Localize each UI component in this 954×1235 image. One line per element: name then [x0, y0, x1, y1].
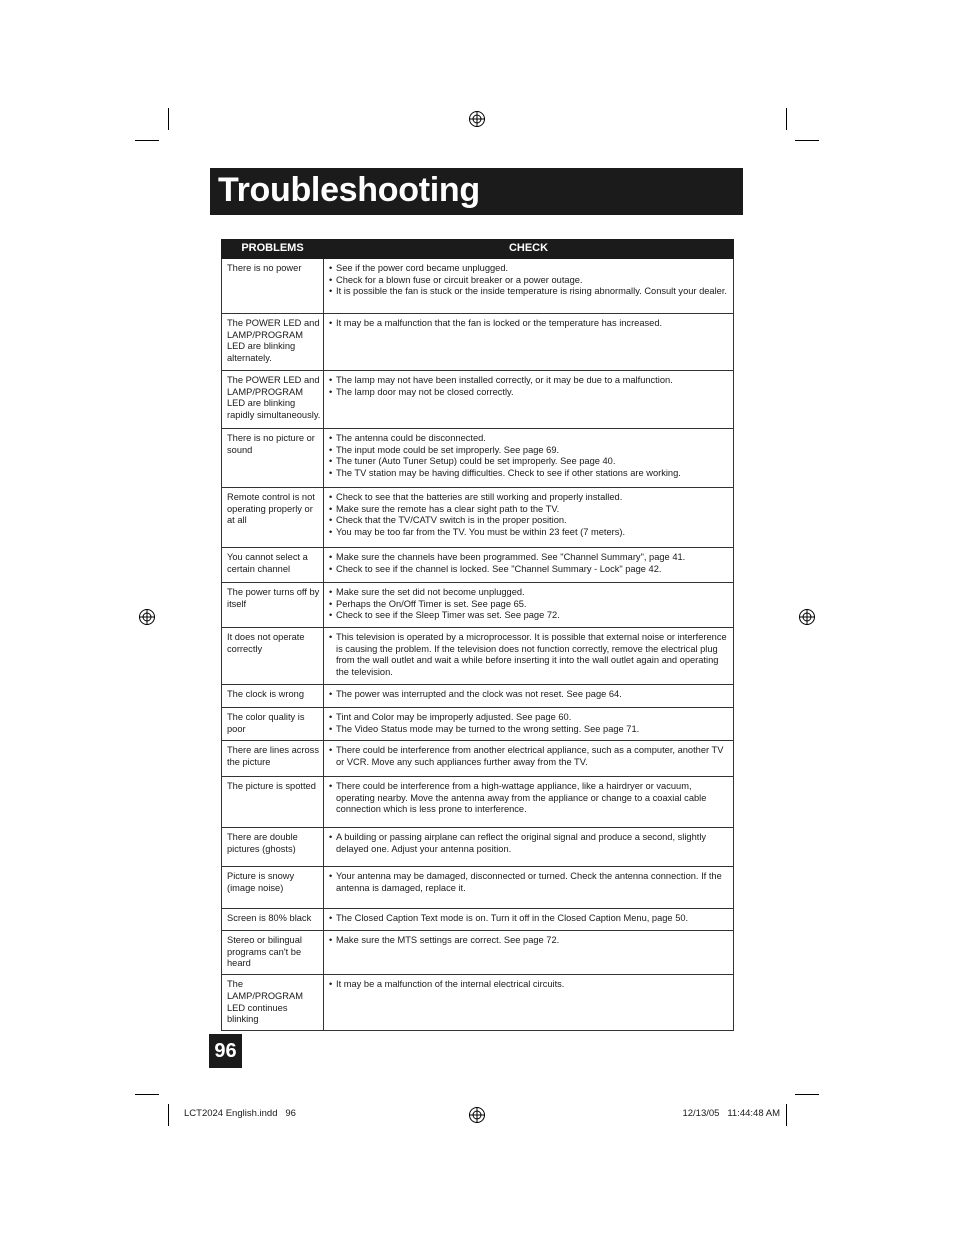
table-row [222, 488, 734, 548]
check-item: • Make sure the remote has a clear sight path to the TV. [329, 504, 729, 516]
check-cell [324, 488, 734, 548]
table-row [222, 741, 734, 777]
registration-mark-icon [468, 110, 486, 128]
check-cell [324, 828, 734, 867]
title-bar [210, 168, 743, 215]
check-item: • The lamp door may not be closed correctly. [329, 387, 729, 399]
crop-mark [168, 108, 169, 130]
table-row [222, 259, 734, 314]
problem-cell: You cannot select a certain channel [222, 548, 324, 583]
check-cell [324, 777, 734, 828]
table-row [222, 931, 734, 975]
check-item: • See if the power cord became unplugged. [329, 263, 729, 275]
check-cell [324, 867, 734, 909]
table-header-row [222, 240, 734, 259]
table-row [222, 548, 734, 583]
table-row [222, 909, 734, 931]
check-cell [324, 741, 734, 777]
problem-cell: Screen is 80% black [222, 909, 324, 931]
check-item: • Check to see if the Sleep Timer was set. See page 72. [329, 610, 729, 622]
problem-cell: There are lines across the picture [222, 741, 324, 777]
problem-cell: The LAMP/PROGRAM LED continues blinking [222, 975, 324, 1031]
registration-mark-icon [468, 1106, 486, 1124]
check-item: • There could be interference from a high-wattage appliance, like a hairdryer or vacuum, operating nearby. Move the antenna away from the appliance or change to a coaxial cable connection which is less prone to interference. [329, 781, 729, 816]
table-row [222, 314, 734, 371]
check-item: • The Closed Caption Text mode is on. Turn it off in the Closed Caption Menu, page 50. [329, 913, 729, 925]
header-problems: PROBLEMS [222, 240, 324, 259]
check-cell [324, 931, 734, 975]
crop-mark [786, 1104, 787, 1126]
footer-file-info: LCT2024 English.indd 96 [184, 1108, 296, 1119]
footer-datetime: 12/13/05 11:44:48 AM [682, 1108, 780, 1119]
problem-cell: There are double pictures (ghosts) [222, 828, 324, 867]
check-item: • Make sure the set did not become unplugged. [329, 587, 729, 599]
table-row [222, 828, 734, 867]
problem-cell: Picture is snowy (image noise) [222, 867, 324, 909]
table-row [222, 371, 734, 429]
check-item: • Perhaps the On/Off Timer is set. See page 65. [329, 599, 729, 611]
problem-cell: The power turns off by itself [222, 583, 324, 628]
crop-mark [168, 1104, 169, 1126]
page-title: Troubleshooting [218, 171, 480, 209]
check-item: • Check to see if the channel is locked. See "Channel Summary - Lock" page 42. [329, 564, 729, 576]
problem-cell: Remote control is not operating properly or at all [222, 488, 324, 548]
check-item: • The TV station may be having difficulties. Check to see if other stations are working. [329, 468, 729, 480]
table-row [222, 867, 734, 909]
check-item: • The tuner (Auto Tuner Setup) could be set improperly. See page 40. [329, 456, 729, 468]
problem-cell: The POWER LED and LAMP/PROGRAM LED are blinking alternately. [222, 314, 324, 371]
check-cell [324, 909, 734, 931]
check-cell [324, 708, 734, 741]
check-item: • Make sure the channels have been programmed. See "Channel Summary", page 41. [329, 552, 729, 564]
registration-mark-icon [138, 608, 156, 626]
check-cell [324, 371, 734, 429]
check-item: • It may be a malfunction that the fan is locked or the temperature has increased. [329, 318, 729, 330]
check-item: • Check to see that the batteries are still working and properly installed. [329, 492, 729, 504]
table-row [222, 777, 734, 828]
problem-cell: The POWER LED and LAMP/PROGRAM LED are blinking rapidly simultaneously. [222, 371, 324, 429]
check-item: • Tint and Color may be improperly adjusted. See page 60. [329, 712, 729, 724]
check-item: • There could be interference from another electrical appliance, such as a computer, another TV or VCR. Move any such appliances further away from the TV. [329, 745, 729, 768]
check-item: • The antenna could be disconnected. [329, 433, 729, 445]
check-item: • You may be too far from the TV. You must be within 23 feet (7 meters). [329, 527, 729, 539]
table-row [222, 628, 734, 685]
check-item: • The power was interrupted and the clock was not reset. See page 64. [329, 689, 729, 701]
check-item: • It is possible the fan is stuck or the inside temperature is rising abnormally. Consult your dealer. [329, 286, 729, 298]
check-item: • The Video Status mode may be turned to the wrong setting. See page 71. [329, 724, 729, 736]
table-row [222, 975, 734, 1031]
check-item: • Make sure the MTS settings are correct. See page 72. [329, 935, 729, 947]
table-row [222, 685, 734, 708]
crop-mark [135, 1094, 159, 1095]
check-cell [324, 975, 734, 1031]
check-item: • Check for a blown fuse or circuit breaker or a power outage. [329, 275, 729, 287]
check-item: • The input mode could be set improperly. See page 69. [329, 445, 729, 457]
crop-mark [795, 140, 819, 141]
check-cell [324, 628, 734, 685]
check-item: • Your antenna may be damaged, disconnected or turned. Check the antenna connection. If the antenna is damaged, replace it. [329, 871, 729, 894]
check-cell [324, 548, 734, 583]
table-row [222, 583, 734, 628]
check-item: • It may be a malfunction of the internal electrical circuits. [329, 979, 729, 991]
problem-cell: There is no power [222, 259, 324, 314]
crop-mark [786, 108, 787, 130]
check-item: • This television is operated by a microprocessor. It is possible that external noise or interference is causing the problem. If the television does not function correctly, remove the electrical plug from the wall outlet and wait a while before inserting it into the wall outlet again and operating the television. [329, 632, 729, 679]
troubleshooting-table [221, 239, 734, 1031]
check-cell [324, 259, 734, 314]
check-cell [324, 583, 734, 628]
problem-cell: Stereo or bilingual programs can't be heard [222, 931, 324, 975]
header-check: CHECK [324, 240, 734, 259]
check-item: • The lamp may not have been installed correctly, or it may be due to a malfunction. [329, 375, 729, 387]
problem-cell: There is no picture or sound [222, 429, 324, 488]
problem-cell: The picture is spotted [222, 777, 324, 828]
problem-cell: It does not operate correctly [222, 628, 324, 685]
problem-cell: The color quality is poor [222, 708, 324, 741]
crop-mark [135, 140, 159, 141]
check-cell [324, 685, 734, 708]
registration-mark-icon [798, 608, 816, 626]
check-item: • Check that the TV/CATV switch is in the proper position. [329, 515, 729, 527]
table-row [222, 708, 734, 741]
table-row [222, 429, 734, 488]
problem-cell: The clock is wrong [222, 685, 324, 708]
check-cell [324, 429, 734, 488]
page-number: 96 [209, 1034, 242, 1068]
check-cell [324, 314, 734, 371]
check-item: • A building or passing airplane can reflect the original signal and produce a second, slightly delayed one. Adjust your antenna position. [329, 832, 729, 855]
crop-mark [795, 1094, 819, 1095]
